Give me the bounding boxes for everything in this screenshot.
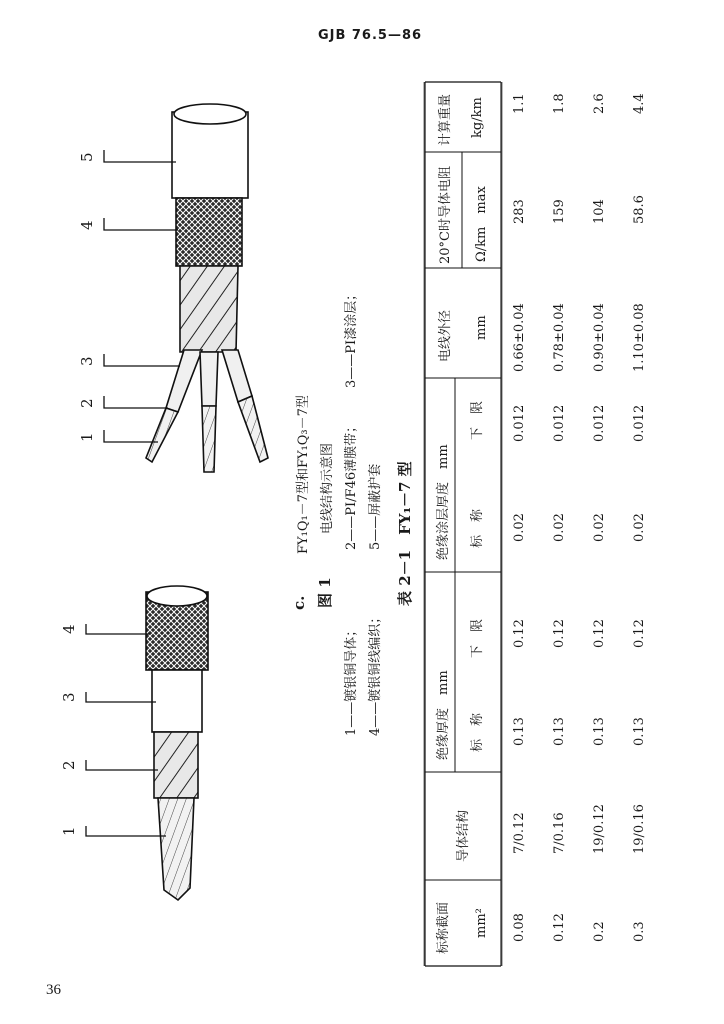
cell-resistance: 104: [592, 199, 607, 224]
header-coat-min: 下 限: [470, 400, 485, 440]
cell-weight: 4.4: [632, 93, 647, 114]
cell-resistance: 58.6: [632, 195, 647, 224]
header-weight: 计算重量: [438, 93, 453, 146]
legend-item-3: 3——PI漆涂层；: [344, 287, 359, 388]
cell-ins-nominal: 0.13: [592, 717, 607, 746]
cell-ins-nominal: 0.13: [632, 717, 647, 746]
header-od-unit: mm: [474, 315, 489, 340]
left-tape-layer: [154, 732, 198, 798]
right-callout-3: 3: [78, 356, 96, 366]
legend-item-1: 1——镀银铜导体；: [344, 623, 359, 736]
header-od: 电线外径: [438, 309, 453, 362]
cell-section: 0.08: [512, 913, 527, 942]
right-braid-layer: [176, 198, 242, 266]
header-insulation: 绝缘厚度 mm: [436, 670, 451, 760]
right-callout-2: 2: [78, 398, 96, 408]
cell-weight: 1.8: [552, 93, 567, 114]
cell-conductor: 7/0.12: [512, 812, 527, 854]
cell-ins-min: 0.12: [632, 619, 647, 648]
cell-coat-min: 0.012: [632, 404, 647, 442]
subfigure-description: 电线结构示意图: [320, 442, 335, 534]
cell-coat-min: 0.012: [512, 404, 527, 442]
header-weight-unit: kg/km: [470, 97, 485, 138]
cell-weight: 1.1: [512, 93, 527, 114]
cell-section: 0.12: [552, 913, 567, 942]
right-callout-5: 5: [78, 152, 96, 162]
cell-conductor: 7/0.16: [552, 812, 567, 854]
cell-section: 0.2: [592, 921, 607, 942]
legend-item-5: 5——屏蔽护套: [368, 463, 383, 550]
cell-od: 0.66±0.04: [512, 303, 527, 372]
header-ins-nominal: 标 称: [470, 712, 485, 752]
left-insulation-layer: [152, 670, 202, 732]
subfigure-title: FY₁Q₁－7型和FY₁Q₃－7型: [296, 395, 311, 554]
cell-ins-min: 0.12: [512, 619, 527, 648]
right-tape-layer: [180, 266, 238, 352]
left-cable-drawing: [146, 586, 208, 900]
page-number: 36: [46, 982, 61, 998]
cell-ins-min: 0.12: [592, 619, 607, 648]
cell-coat-nominal: 0.02: [592, 513, 607, 542]
document-code: GJB 76.5—86: [317, 28, 423, 43]
left-callout-3: 3: [60, 692, 78, 702]
header-coat-nominal: 标 称: [470, 508, 485, 548]
figure-label: 图 1: [316, 577, 334, 608]
cell-od: 0.90±0.04: [592, 303, 607, 372]
left-callout-2: 2: [60, 760, 78, 770]
right-callout-1: 1: [78, 432, 96, 442]
legend-item-2: 2——PI/F46薄膜带；: [344, 419, 359, 550]
left-callout-4: 4: [60, 624, 78, 634]
header-resistance: 20°C时导体电阻: [438, 166, 453, 264]
cell-od: 1.10±0.08: [632, 303, 647, 372]
header-res-unit: Ω/km max: [474, 186, 489, 262]
cell-ins-nominal: 0.13: [512, 717, 527, 746]
header-section-unit: mm²: [474, 908, 489, 938]
right-callout-4: 4: [78, 220, 96, 230]
cell-ins-min: 0.12: [552, 619, 567, 648]
right-core-3: [222, 350, 252, 402]
cell-od: 0.78±0.04: [552, 303, 567, 372]
header-section: 标称截面: [436, 901, 451, 954]
legend-item-4: 4——镀银铜线编织；: [368, 610, 383, 736]
left-conductor: [158, 798, 194, 900]
cell-weight: 2.6: [592, 93, 607, 114]
cell-coat-min: 0.012: [552, 404, 567, 442]
cell-coat-nominal: 0.02: [552, 513, 567, 542]
right-cable-drawing: [146, 104, 268, 472]
table-caption: 表 2－1 FY₁－7 型: [396, 461, 414, 606]
right-jacket-layer: [172, 112, 248, 198]
cell-conductor: 19/0.12: [592, 804, 607, 854]
cell-conductor: 19/0.16: [632, 804, 647, 854]
cell-ins-nominal: 0.13: [552, 717, 567, 746]
cell-resistance: 159: [552, 199, 567, 224]
right-core-2: [200, 352, 218, 406]
header-ins-min: 下 限: [470, 618, 485, 658]
cell-section: 0.3: [632, 921, 647, 942]
cell-coat-nominal: 0.02: [512, 513, 527, 542]
cell-coat-nominal: 0.02: [632, 513, 647, 542]
header-coating: 绝缘涂层厚度 mm: [436, 444, 451, 560]
cell-resistance: 283: [512, 199, 527, 224]
left-callout-1: 1: [60, 826, 78, 836]
cell-coat-min: 0.012: [592, 404, 607, 442]
left-cable-end: [147, 586, 207, 606]
header-conductor: 导体结构: [456, 809, 471, 862]
subfigure-label: c.: [290, 595, 308, 610]
right-core-1: [166, 350, 202, 412]
